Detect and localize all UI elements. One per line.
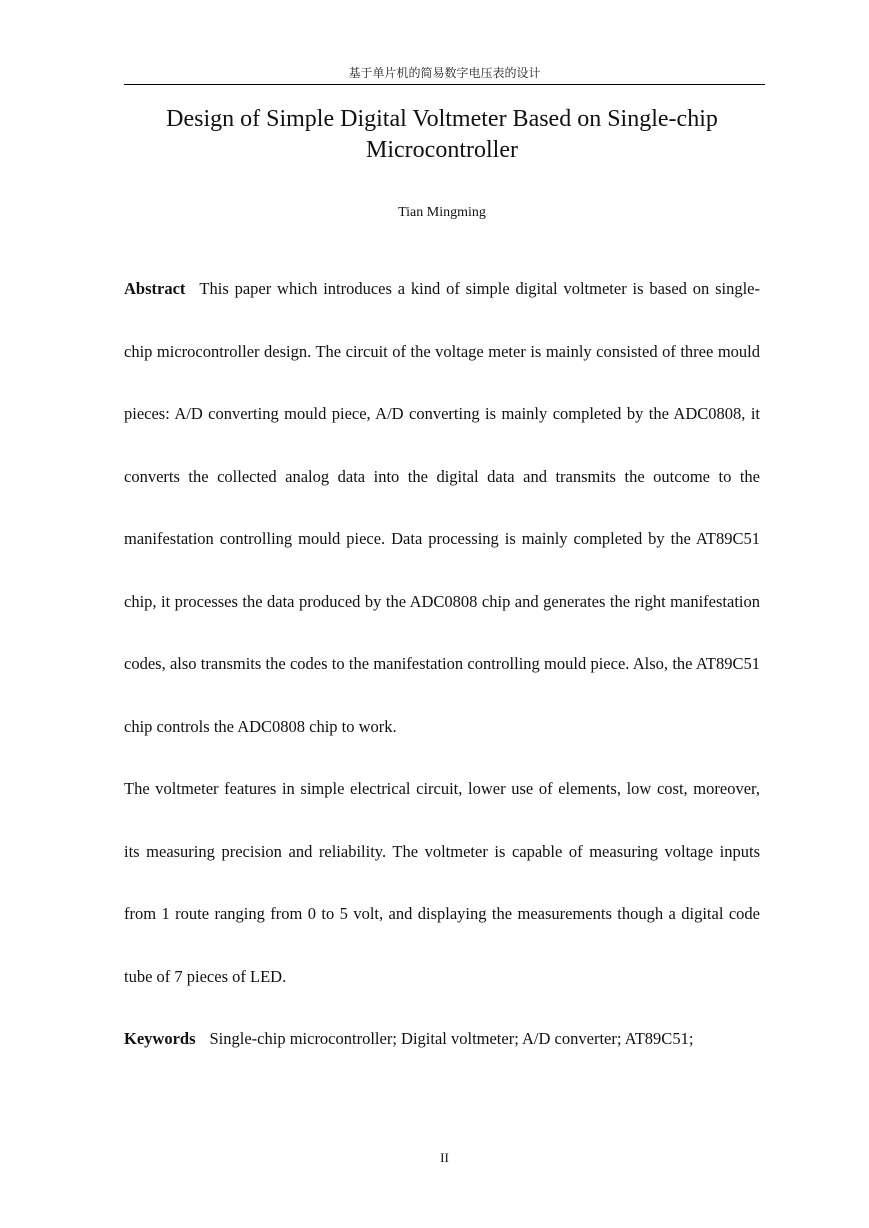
keywords-text: Single-chip microcontroller; Digital voltmeter; A/D converter; AT89C51; — [209, 1029, 694, 1048]
abstract-paragraph — [124, 258, 760, 758]
page-number: II — [440, 1150, 449, 1165]
paper-title — [124, 104, 760, 166]
header-rule — [124, 84, 765, 85]
running-header: 基于单片机的简易数字电压表的设计 — [348, 66, 541, 80]
abstract-paragraph-2: The voltmeter features in simple electrical circuit, lower use of elements, low cost, moreover, its measuring precision and reliability. The voltmeter is capable of measuring voltage inputs from 1 route ranging from 0 to 5 volt, and displaying the measurements though a digital code tube of 7 pieces of LED. — [124, 779, 760, 986]
abstract-label: Abstract — [124, 279, 186, 298]
abstract-text: This paper which introduces a kind of simple digital voltmeter is based on single-chip microcontroller design. The circuit of the voltage meter is mainly consisted of three mould pieces: A/D converting mould piece, A/D converting is mainly completed by the ADC0808, it converts the collected analog data into the digital data and transmits the outcome to the manifestation controlling mould piece. Data processing is mainly completed by the AT89C51 chip, it processes the data produced by the ADC0808 chip and generates the right manifestation codes, also transmits the codes to the manifestation controlling mould piece. Also, the AT89C51 chip controls the ADC0808 chip to work. — [124, 279, 760, 736]
author-name: Tian Mingming — [398, 205, 486, 220]
abstract-section — [124, 258, 760, 1071]
paper-title-line-2: Microcontroller — [366, 137, 518, 163]
keywords-paragraph — [124, 1008, 760, 1071]
keywords-label: Keywords — [124, 1029, 196, 1048]
paper-title-line-1: Design of Simple Digital Voltmeter Based on Single-chip — [166, 106, 718, 132]
